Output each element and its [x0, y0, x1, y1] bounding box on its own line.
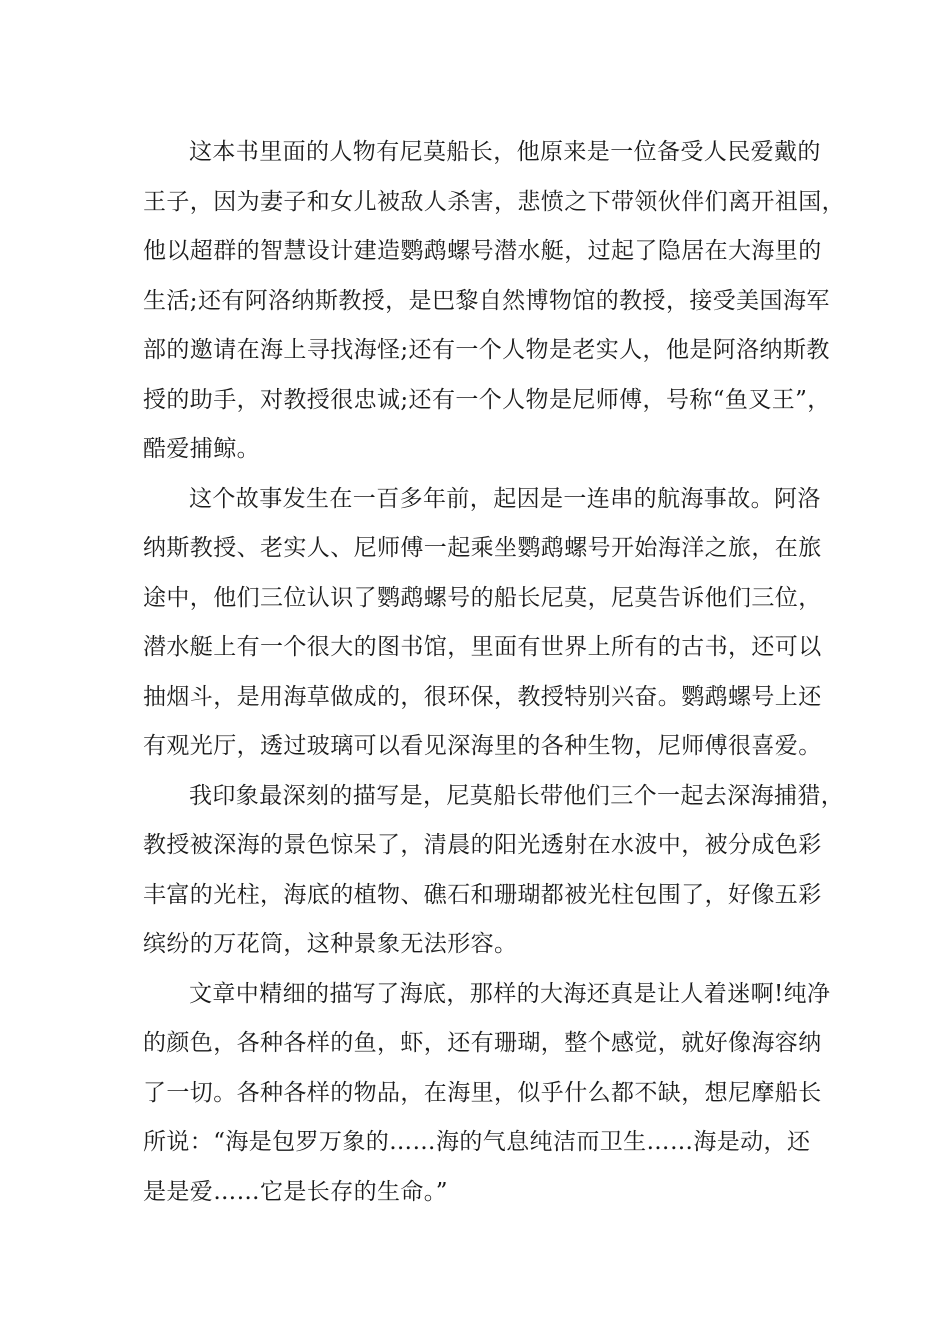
text-line: 这本书里面的人物有尼莫船长，他原来是一位备受人民爱戴的: [189, 139, 821, 165]
paragraph-story-origin: [143, 475, 843, 772]
text-line: 所说：“海是包罗万象的……海的气息纯洁而卫生……海是动，还: [143, 1129, 811, 1155]
text-line: 抽烟斗，是用海草做成的，很环保，教授特别兴奋。鹦鹉螺号上还: [143, 683, 822, 710]
paragraph-sea-description: [143, 970, 843, 1218]
text-line: 酷爱捕鲸。: [143, 436, 260, 462]
text-line: 丰富的光柱，海底的植物、礁石和珊瑚都被光柱包围了，好像五彩: [143, 881, 822, 908]
text-line: 生活;还有阿洛纳斯教授，是巴黎自然博物馆的教授，接受美国海军: [143, 287, 830, 314]
text-line: 有观光厅，透过玻璃可以看见深海里的各种生物，尼师傅很喜爱。: [143, 733, 822, 759]
text-line: 是是爱……它是长存的生命。”: [143, 1178, 448, 1205]
text-line: 的颜色，各种各样的鱼，虾，还有珊瑚，整个感觉，就好像海容纳: [143, 1030, 822, 1056]
text-line: 这个故事发生在一百多年前，起因是一连串的航海事故。阿洛: [189, 485, 821, 512]
text-line: 纳斯教授、老实人、尼师傅一起乘坐鹦鹉螺号开始海洋之旅，在旅: [143, 535, 822, 561]
text-line: 王子，因为妻子和女儿被敌人杀害，悲愤之下带领伙伴们离开祖国，: [143, 188, 845, 215]
text-line: 途中，他们三位认识了鹦鹉螺号的船长尼莫，尼莫告诉他们三位，: [143, 584, 822, 611]
text-line: 授的助手，对教授很忠诚;还有一个人物是尼师傅，号称“鱼叉王”，: [143, 386, 831, 413]
text-line: 潜水艇上有一个很大的图书馆，里面有世界上所有的古书，还可以: [143, 634, 822, 660]
paragraph-deep-sea-hunt: [143, 772, 843, 970]
paragraph-characters: [143, 128, 843, 475]
text-line: 教授被深海的景色惊呆了，清晨的阳光透射在水波中，被分成色彩: [143, 832, 822, 858]
document-body: [143, 128, 843, 1217]
text-line: 了一切。各种各样的物品，在海里，似乎什么都不缺，想尼摩船长: [143, 1079, 822, 1106]
text-line: 文章中精细的描写了海底，那样的大海还真是让人着迷啊!纯净: [189, 980, 831, 1007]
text-line: 部的邀请在海上寻找海怪;还有一个人物是老实人，他是阿洛纳斯教: [143, 337, 830, 363]
text-line: 我印象最深刻的描写是，尼莫船长带他们三个一起去深海捕猎，: [189, 782, 845, 809]
text-line: 缤纷的万花筒，这种景象无法形容。: [143, 931, 518, 957]
text-line: 他以超群的智慧设计建造鹦鹉螺号潜水艇，过起了隐居在大海里的: [143, 238, 822, 264]
